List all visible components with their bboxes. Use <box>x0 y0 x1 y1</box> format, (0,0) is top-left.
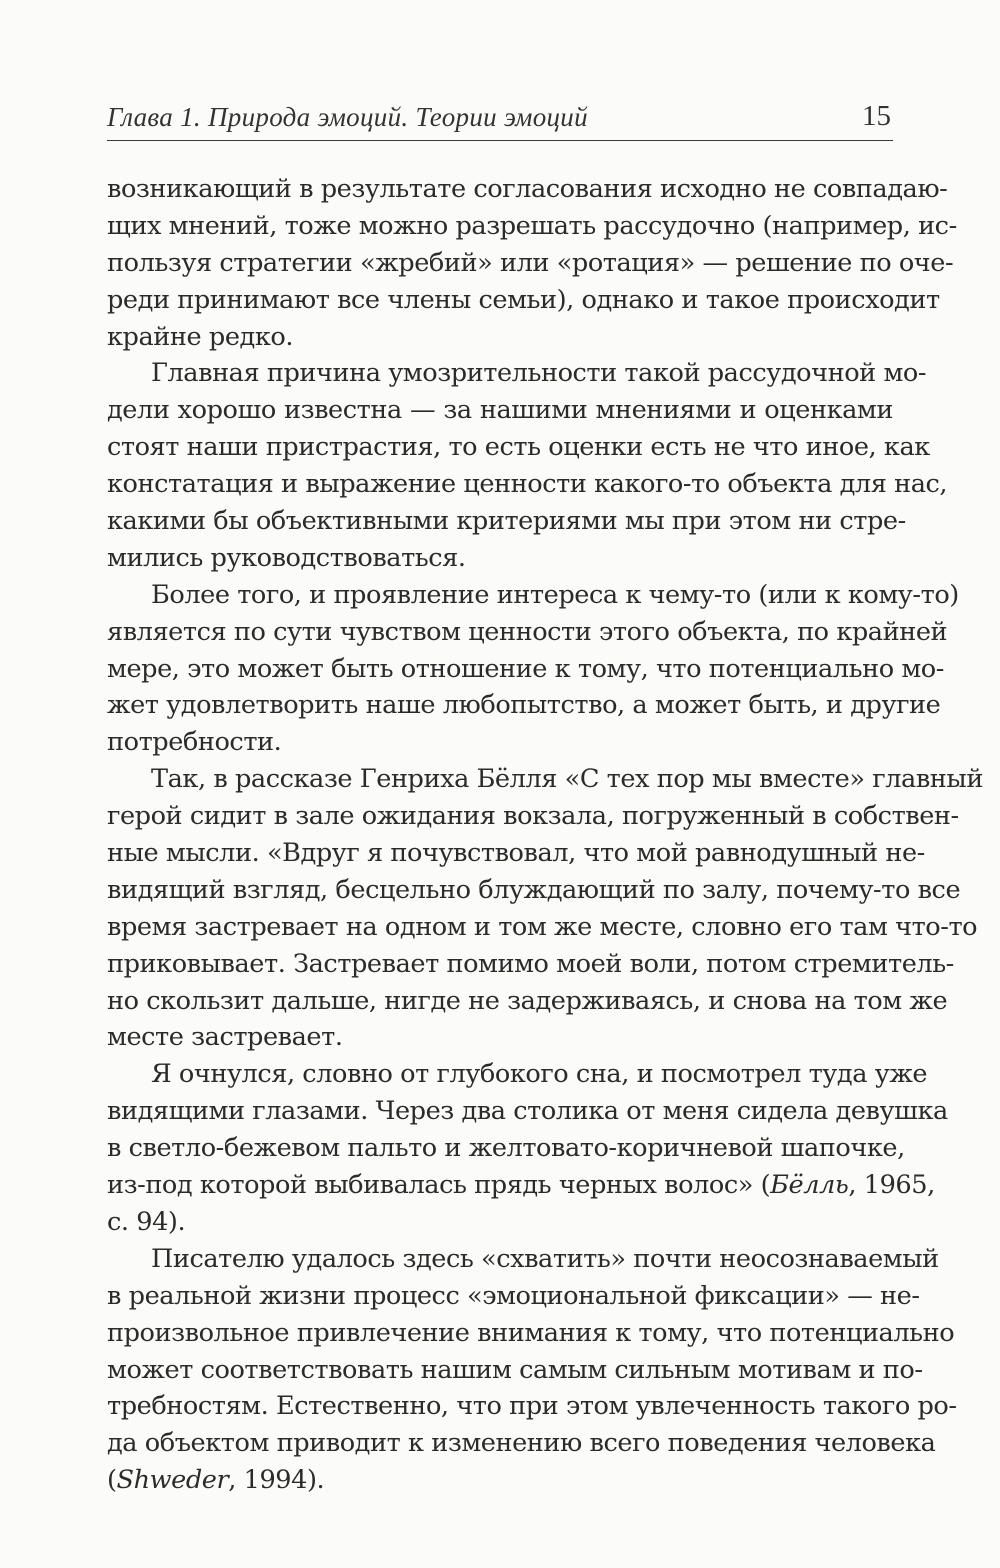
citation-author: Shweder <box>116 1465 229 1496</box>
text-fragment: стоят наши пристрастия, то есть оценки есть не что иное, как <box>107 432 930 463</box>
paragraph <box>107 761 983 1056</box>
text-fragment: герой сидит в зале ожидания вокзала, погруженный в собствен- <box>107 801 959 832</box>
text-fragment: Писателю удалось здесь «схватить» почти неосознаваемый <box>151 1243 939 1274</box>
text-fragment: приковывает. Застревает помимо моей воли, потом стремитель- <box>107 948 954 979</box>
text-line <box>107 798 959 835</box>
text-line <box>107 319 893 356</box>
text-fragment: из-под которой выбивалась прядь черных волос» ( <box>107 1170 771 1201</box>
paragraph <box>107 577 959 761</box>
page-number: 15 <box>862 100 891 132</box>
text-line <box>107 392 893 429</box>
text-fragment: месте застревает. <box>107 1022 343 1053</box>
text-line <box>107 909 978 946</box>
text-line <box>107 1278 920 1315</box>
text-fragment: жет удовлетворить наше любопытство, а может быть, и другие <box>107 690 941 721</box>
text-line <box>107 171 948 208</box>
text-line <box>107 245 954 282</box>
text-line <box>107 651 944 688</box>
text-fragment: мере, это может быть отношение к тому, что потенциально мо- <box>107 653 944 684</box>
citation-author: Бёлль <box>770 1170 849 1201</box>
text-line <box>107 429 930 466</box>
text-fragment: Я очнулся, словно от глубокого сна, и посмотрел туда уже <box>151 1059 928 1090</box>
text-fragment: ные мысли. «Вдруг я почувствовал, что мой равнодушный не- <box>107 838 925 869</box>
paragraph <box>107 355 948 576</box>
text-line <box>107 355 927 392</box>
text-line <box>107 1388 957 1425</box>
text-line <box>107 540 893 577</box>
text-line <box>107 687 941 724</box>
text-line <box>107 1019 893 1056</box>
text-fragment: да объектом приводит к изменению всего поведения человека <box>107 1428 936 1459</box>
paragraph <box>107 171 957 355</box>
text-fragment: время застревает на одном и том же месте, словно его там что-то <box>107 911 978 942</box>
text-fragment: видящими глазами. Через два столика от меня сидела девушка <box>107 1096 948 1127</box>
text-line <box>107 724 893 761</box>
text-line <box>107 872 961 909</box>
text-line <box>107 577 959 614</box>
text-fragment: реди принимают все члены семьи), однако и такое происходит <box>107 284 940 315</box>
text-fragment: потребности. <box>107 727 282 758</box>
text-line <box>107 1056 928 1093</box>
text-line <box>107 1425 936 1462</box>
paragraph <box>107 1241 957 1499</box>
text-line <box>107 282 940 319</box>
text-line <box>107 983 948 1020</box>
text-line <box>107 466 948 503</box>
text-fragment: видящий взгляд, бесцельно блуждающий по залу, почему-то все <box>107 874 961 905</box>
running-title: Глава 1. Природа эмоций. Теории эмоций <box>107 102 588 132</box>
text-fragment: требностям. Естественно, что при этом увлеченность такого ро- <box>107 1391 957 1422</box>
text-line <box>107 1352 923 1389</box>
text-fragment: произвольное привлечение внимания к тому, что потенциально <box>107 1317 955 1348</box>
text-line <box>107 1462 893 1499</box>
body-text <box>107 171 983 1499</box>
text-line <box>107 835 925 872</box>
text-line <box>107 614 948 651</box>
text-line <box>107 1241 939 1278</box>
text-fragment: констатация и выражение ценности какого-то объекта для нас, <box>107 469 948 500</box>
text-fragment: крайне редко. <box>107 321 294 352</box>
text-line <box>107 1167 935 1204</box>
text-line <box>107 1315 955 1352</box>
text-fragment: но скользит дальше, нигде не задерживаясь, и снова на том же <box>107 985 948 1016</box>
text-line <box>107 946 954 983</box>
text-fragment: Главная причина умозрительности такой рассудочной мо- <box>151 358 927 389</box>
text-fragment: является по сути чувством ценности этого объекта, по крайней <box>107 616 948 647</box>
text-fragment: в реальной жизни процесс «эмоциональной фиксации» — не- <box>107 1280 920 1311</box>
paragraph <box>107 1056 948 1240</box>
text-fragment: ( <box>107 1465 117 1496</box>
text-line <box>107 761 983 798</box>
running-head <box>107 100 893 141</box>
text-fragment: щих мнений, тоже можно разрешать рассудочно (например, ис- <box>107 210 957 241</box>
text-fragment: мились руководствоваться. <box>107 542 466 573</box>
text-fragment: , 1994). <box>228 1465 325 1496</box>
text-fragment: , 1965, <box>848 1170 935 1201</box>
text-fragment: пользуя стратегии «жребий» или «ротация» — решение по оче- <box>107 247 954 278</box>
text-line <box>107 1204 893 1241</box>
text-line <box>107 503 906 540</box>
text-fragment: Так, в рассказе Генриха Бёлля «С тех пор мы вместе» главный <box>151 764 983 795</box>
text-fragment: с. 94). <box>107 1206 186 1237</box>
text-fragment: дели хорошо известна — за нашими мнениями и оценками <box>107 395 893 426</box>
text-fragment: может соответствовать нашим самым сильным мотивам и по- <box>107 1354 923 1385</box>
text-fragment: в светло-бежевом пальто и желтовато-коричневой шапочке, <box>107 1133 905 1164</box>
text-fragment: Более того, и проявление интереса к чему-то (или к кому-то) <box>151 579 959 610</box>
text-line <box>107 208 957 245</box>
text-fragment: возникающий в результате согласования исходно не совпадаю- <box>107 174 948 204</box>
text-line <box>107 1130 905 1167</box>
text-fragment: какими бы объективными критериями мы при этом ни стре- <box>107 506 906 537</box>
text-line <box>107 1093 948 1130</box>
